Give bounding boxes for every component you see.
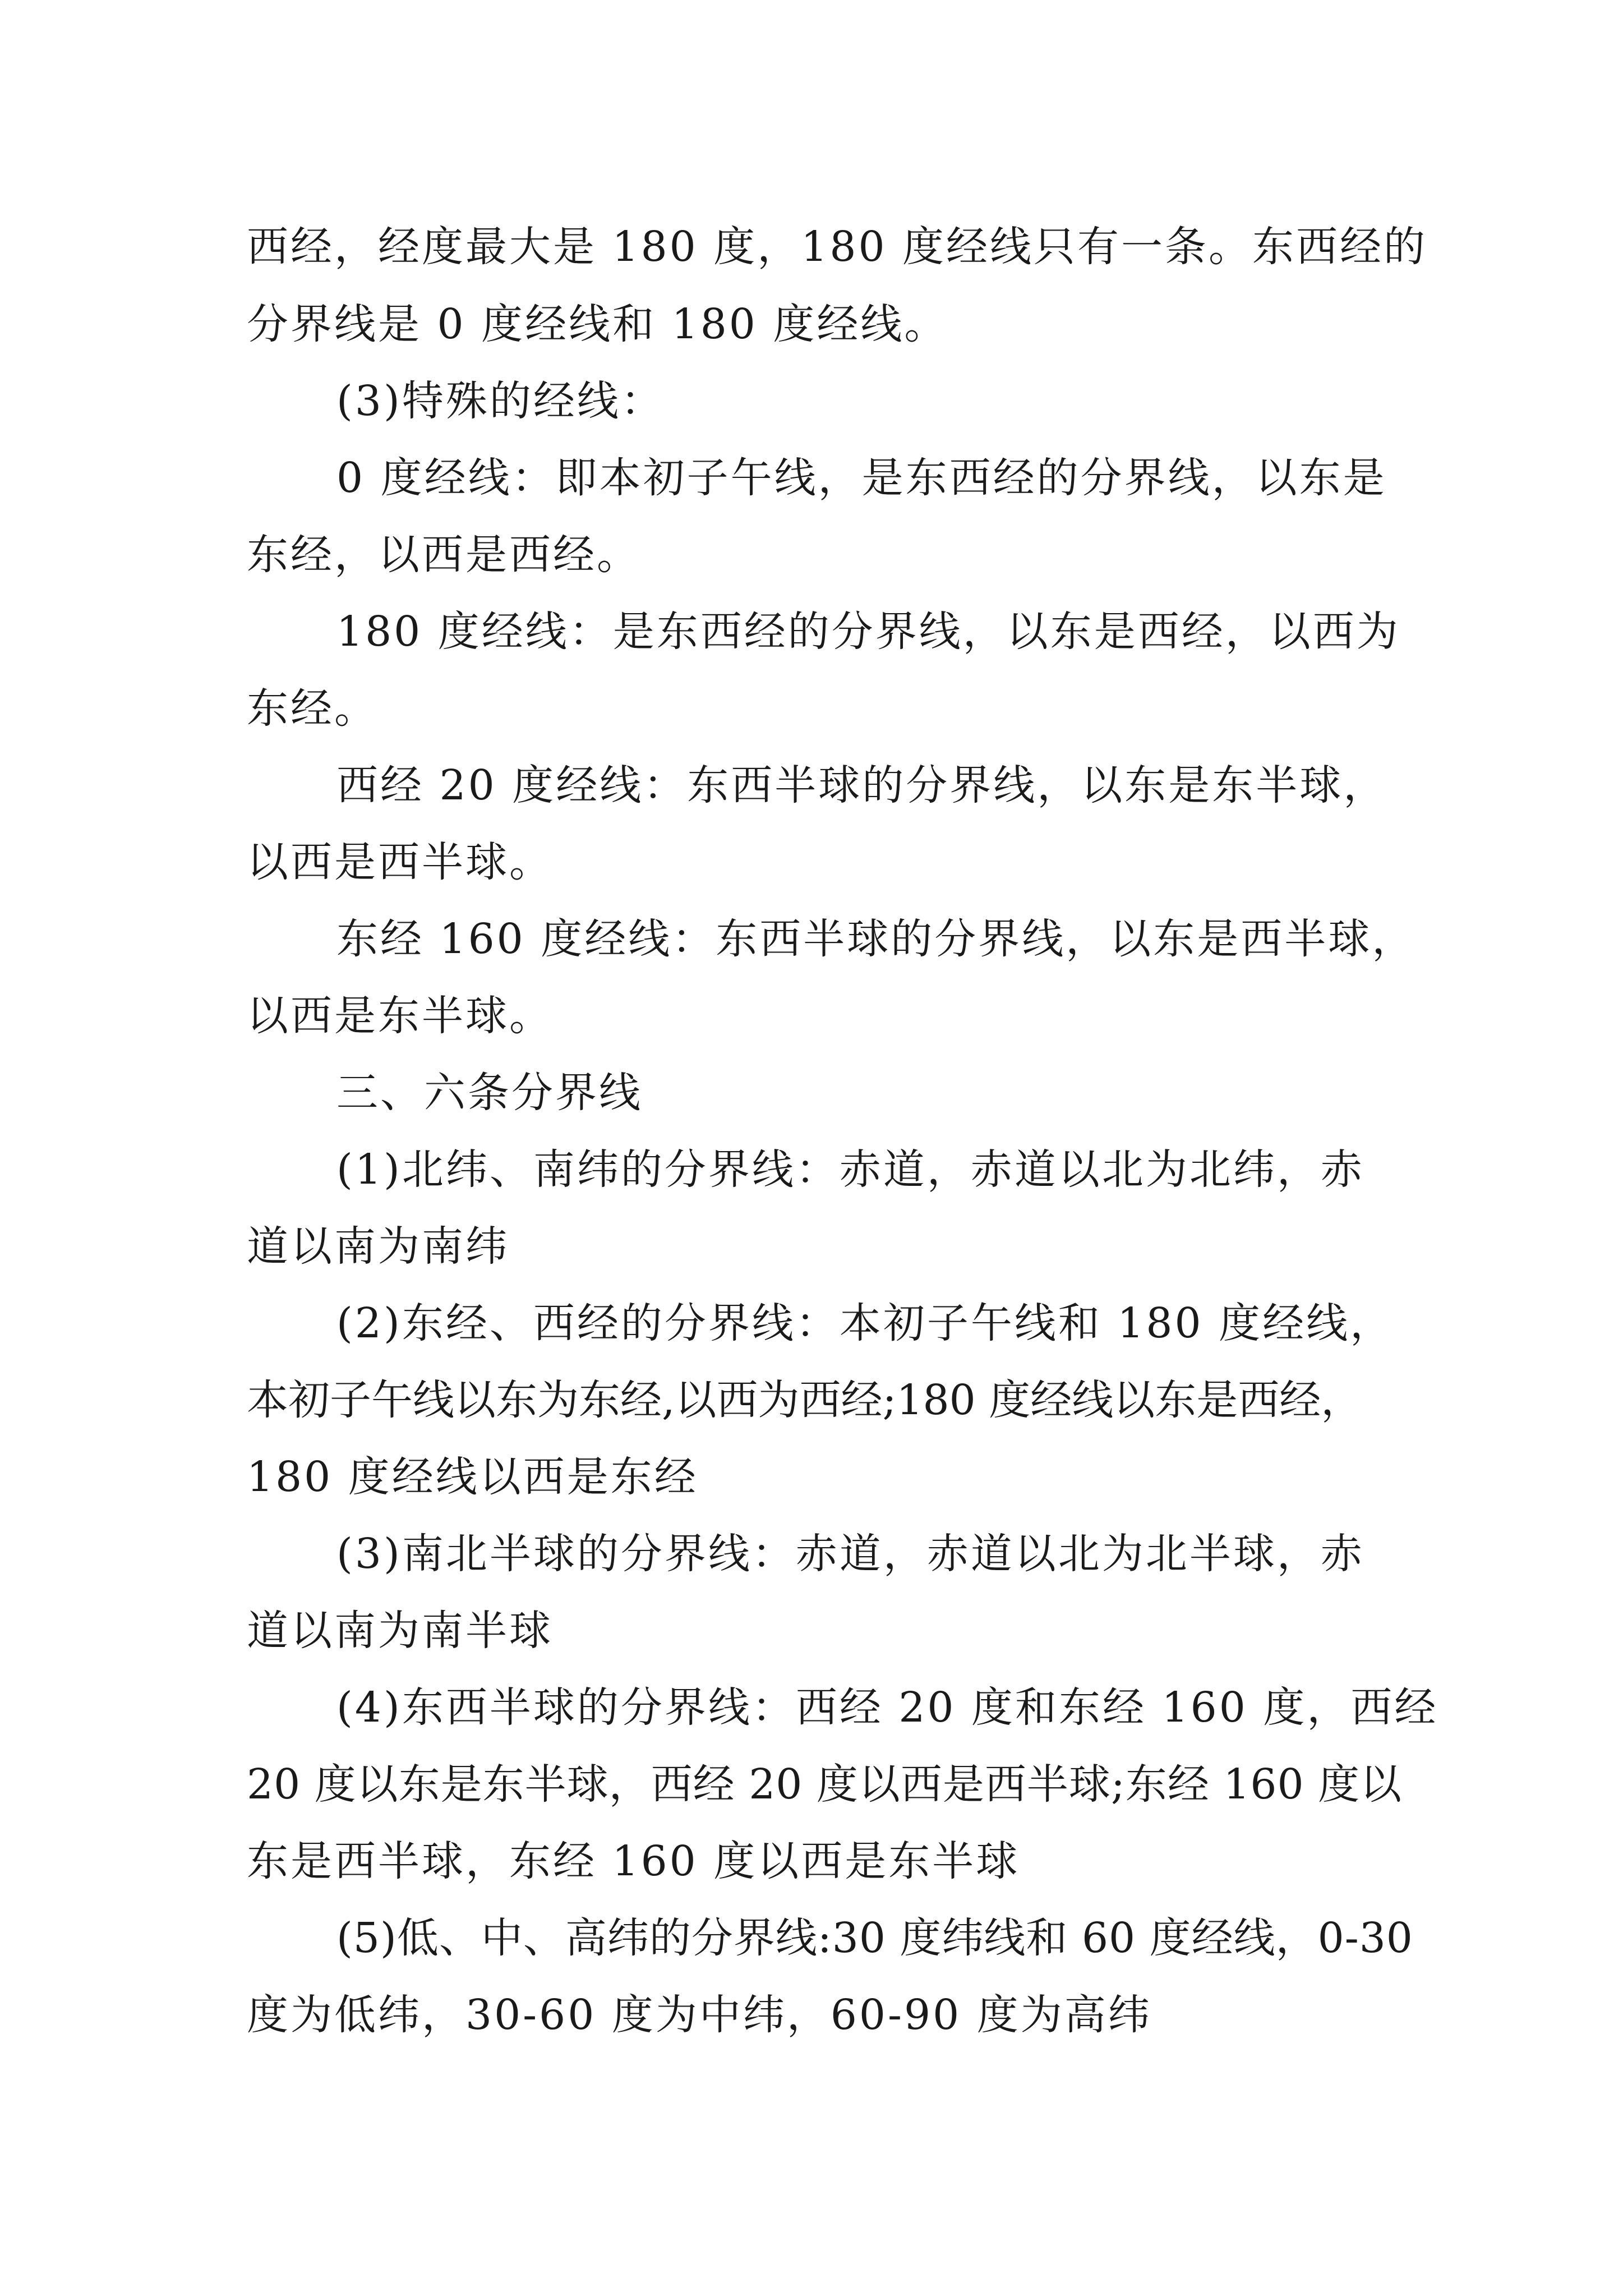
paragraph-line: 度为低纬，30-60 度为中纬，60-90 度为高纬: [247, 1991, 1152, 2039]
paragraph-line: 西经，经度最大是 180 度，180 度经线只有一条。东西经的: [247, 223, 1428, 271]
paragraph-line: 东是西半球，东经 160 度以西是东半球: [247, 1837, 1020, 1885]
paragraph-line: (4)东西半球的分界线：西经 20 度和东经 160 度，西经: [336, 1683, 1438, 1732]
paragraph-line: (2)东经、西经的分界线：本初子午线和 180 度经线，: [336, 1299, 1394, 1347]
paragraph-line: 道以南为南半球: [247, 1607, 553, 1655]
section-heading: 三、六条分界线: [336, 1069, 643, 1117]
paragraph-line: 180 度经线：是东西经的分界线，以东是西经，以西为: [336, 608, 1400, 656]
paragraph-line: 东经 160 度经线：东西半球的分界线，以东是西半球，: [336, 915, 1416, 963]
paragraph-line: 20 度以东是东半球，西经 20 度以西是西半球;东经 160 度以: [247, 1760, 1403, 1809]
paragraph-line: 本初子午线以东为东经,以西为西经;180 度经线以东是西经，: [247, 1376, 1363, 1424]
paragraph-line: 以西是东半球。: [247, 992, 553, 1040]
paragraph-line: 道以南为南纬: [247, 1222, 509, 1271]
paragraph-line: 分界线是 0 度经线和 180 度经线。: [247, 300, 948, 348]
paragraph-line: 东经。: [247, 684, 378, 733]
paragraph-line: 东经，以西是西经。: [247, 531, 640, 579]
paragraph-line: (3)南北半球的分界线：赤道，赤道以北为北半球，赤: [336, 1530, 1364, 1578]
paragraph-line: 以西是西半球。: [247, 838, 553, 886]
paragraph-line: 0 度经线：即本初子午线，是东西经的分界线，以东是: [336, 454, 1387, 502]
section-subheading: (3)特殊的经线：: [336, 377, 665, 425]
paragraph-line: 西经 20 度经线：东西半球的分界线，以东是东半球，: [336, 761, 1387, 809]
paragraph-line: (1)北纬、南纬的分界线：赤道，赤道以北为北纬，赤: [336, 1145, 1364, 1194]
paragraph-line: (5)低、中、高纬的分界线:30 度纬线和 60 度经线，0-30: [336, 1914, 1413, 1962]
paragraph-line: 180 度经线以西是东经: [247, 1453, 698, 1501]
